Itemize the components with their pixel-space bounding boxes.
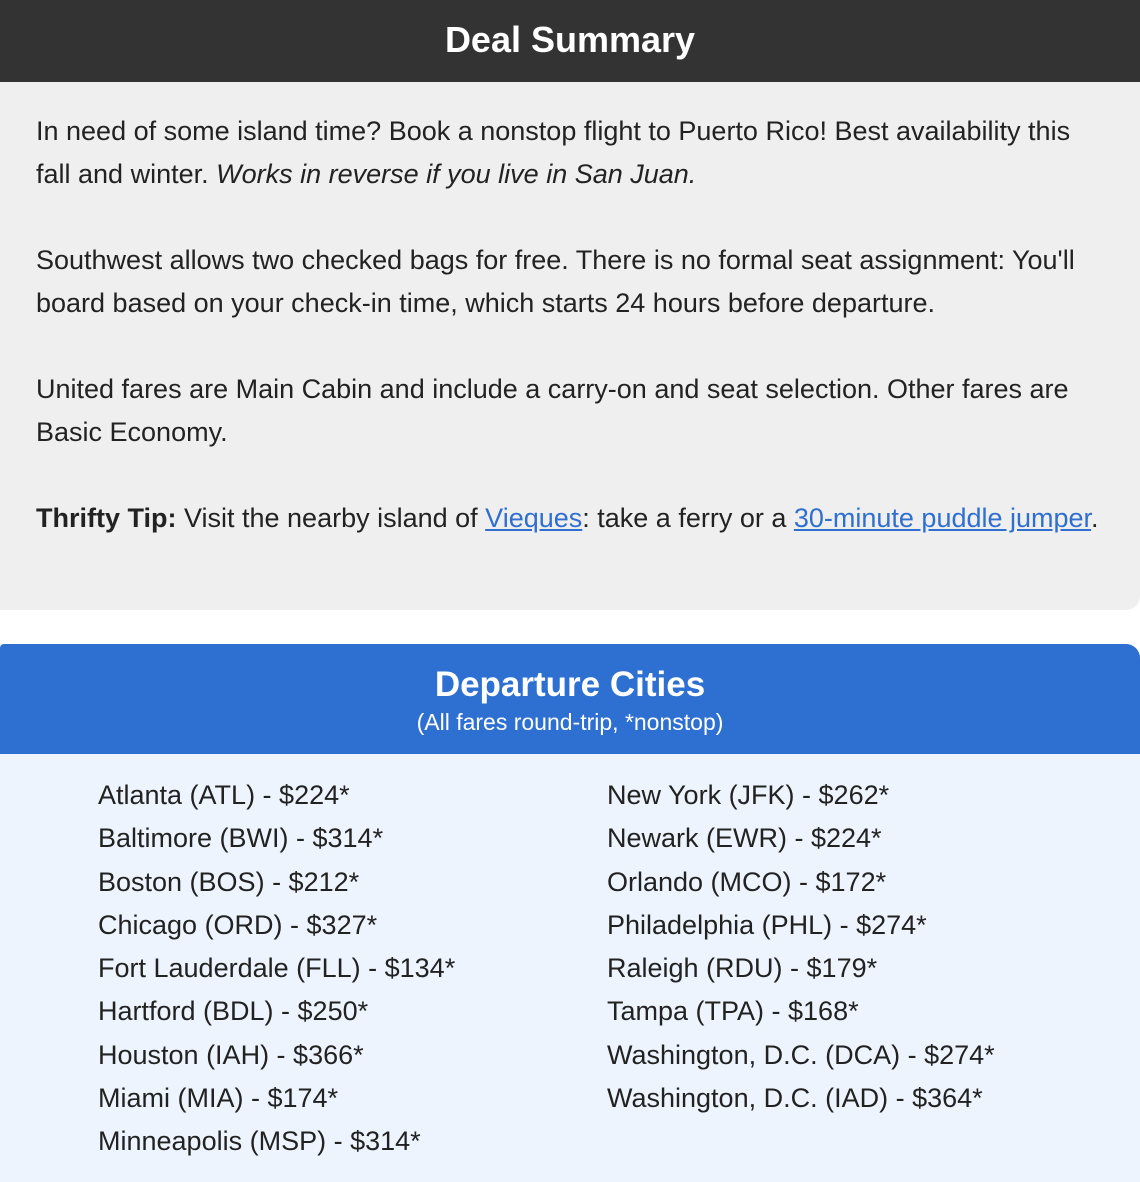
city-fare-item: Chicago (ORD) - $327*	[98, 909, 378, 940]
departure-cities-subtitle: (All fares round-trip, *nonstop)	[416, 709, 724, 735]
city-fare-item: Atlanta (ATL) - $224*	[98, 780, 350, 810]
intro-text: In need of some island time? Book a nonstop flight to Puerto Rico! Best availability this fall and winter.	[36, 116, 1071, 189]
thrifty-tip-text-3: .	[1091, 503, 1099, 533]
thrifty-tip-text: Visit the nearby island of	[176, 503, 486, 533]
city-fare-item: Washington, D.C. (IAD) - $364*	[607, 1083, 983, 1114]
city-fare-item: Houston (IAH) - $366*	[98, 1039, 364, 1070]
thrifty-tip-label: Thrifty Tip:	[36, 503, 177, 533]
city-fare-item: Orlando (MCO) - $172*	[607, 866, 887, 897]
summary-paragraph-united: United fares are Main Cabin and include a carry-on and seat selection. Other fares are Basic Economy.	[36, 374, 1069, 447]
city-fare-item: Baltimore (BWI) - $314*	[98, 823, 384, 854]
city-fare-item: Miami (MIA) - $174*	[98, 1083, 339, 1114]
city-fare-item: Boston (BOS) - $212*	[98, 866, 360, 897]
city-list-left	[98, 774, 455, 1164]
departure-cities-card	[0, 644, 1140, 1182]
deal-summary-body	[0, 82, 1140, 540]
departure-cities-title: Departure Cities	[434, 665, 706, 704]
city-fare-item: Washington, D.C. (DCA) - $274*	[607, 1039, 995, 1070]
vieques-link[interactable]: Vieques	[485, 503, 583, 533]
city-fare-item: Tampa (TPA) - $168*	[607, 996, 859, 1027]
summary-paragraph-southwest: Southwest allows two checked bags for free. There is no formal seat assignment: You'll board based on your check-in time, which starts 24 hours before departure.	[36, 245, 1075, 318]
city-fare-item: Newark (EWR) - $224*	[607, 823, 882, 854]
intro-italic-note: Works in reverse if you live in San Juan.	[216, 159, 697, 189]
city-fare-item: Hartford (BDL) - $250*	[98, 996, 369, 1027]
city-fare-item: Fort Lauderdale (FLL) - $134*	[98, 953, 456, 984]
deal-summary-header	[0, 0, 1140, 82]
departure-cities-header	[0, 644, 1140, 754]
deal-summary-title: Deal Summary	[444, 19, 696, 60]
city-list-right	[607, 774, 995, 1120]
city-fare-item: Philadelphia (PHL) - $274*	[607, 909, 927, 940]
city-fare-item: New York (JFK) - $262*	[607, 780, 890, 810]
thrifty-tip	[36, 497, 1104, 540]
summary-paragraph-intro	[36, 110, 1104, 196]
thrifty-tip-text-2: : take a ferry or a	[582, 503, 794, 533]
puddle-jumper-link[interactable]: 30-minute puddle jumper	[793, 503, 1092, 533]
city-fare-item: Raleigh (RDU) - $179*	[607, 953, 878, 984]
city-fare-item: Minneapolis (MSP) - $314*	[98, 1126, 421, 1157]
